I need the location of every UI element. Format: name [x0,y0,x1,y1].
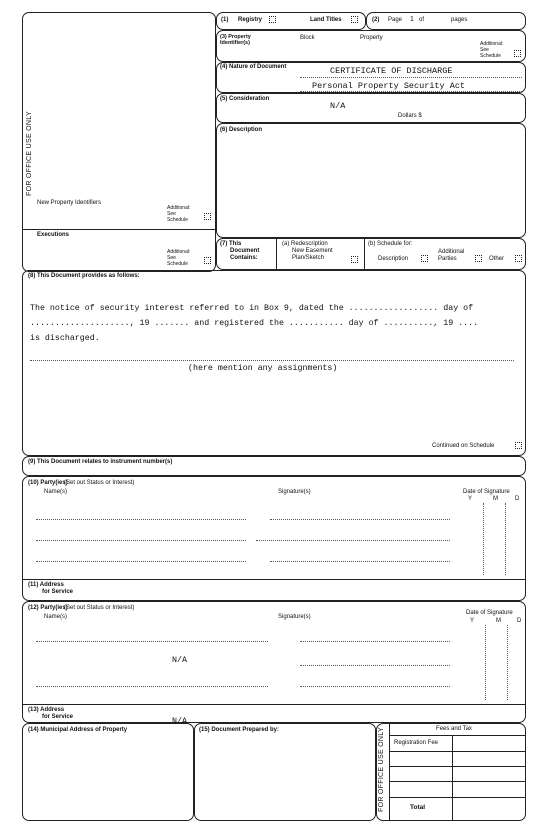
new-property-identifiers-label: New Property Identifiers [37,200,102,206]
page-number: 1 [410,16,414,23]
nature-line2: Personal Property Security Act [312,81,466,91]
land-titles-label: Land Titles [310,17,342,23]
assignments-note: (here mention any assignments) [188,364,338,373]
registry-checkbox[interactable] [269,16,276,23]
schedule-checkbox-2[interactable] [204,257,211,264]
provision-line3: is discharged. [30,334,100,343]
parties-checkbox[interactable] [475,255,482,262]
box14-municipal-address [22,723,194,821]
provision-line2: ...................., 19 ....... and registered the ........... day of .........., 19 .... [30,319,479,328]
consideration-value: N/A [330,101,346,111]
description-checkbox[interactable] [421,255,428,262]
continued-schedule-checkbox[interactable] [515,442,522,449]
box15-prepared-by [194,723,376,821]
office-use-label: FOR OFFICE USE ONLY [26,111,33,196]
box8-provisions [22,270,526,456]
other-checkbox[interactable] [515,255,522,262]
box13-value: N/A [172,717,187,726]
plan-sketch-checkbox[interactable] [351,256,358,263]
box10-parties [22,476,526,601]
executions-label: Executions [37,232,70,238]
provision-line1: The notice of security interest referred to in Box 9, dated the .................. day of [30,304,474,313]
box12-value: N/A [172,656,187,665]
fees-box [376,723,526,821]
box3-schedule-checkbox[interactable] [514,50,521,57]
land-titles-checkbox[interactable] [351,16,358,23]
office-use-label-2: FOR OFFICE USE ONLY [378,727,385,812]
nature-line1: CERTIFICATE OF DISCHARGE [330,66,453,76]
registry-label: Registry [238,17,263,23]
schedule-checkbox-1[interactable] [204,213,211,220]
box6-description [216,123,526,238]
